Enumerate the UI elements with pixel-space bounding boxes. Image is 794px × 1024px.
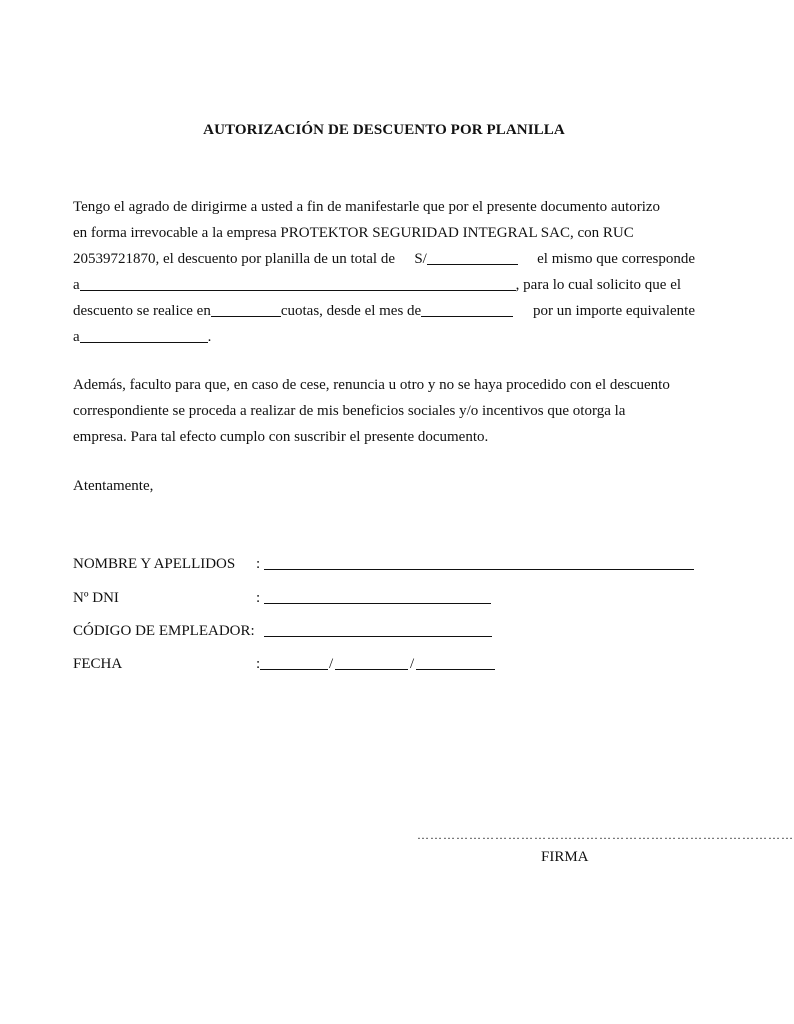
p1-l3-text-c: el mismo que corresponde: [537, 251, 695, 267]
p1-l4-group: [73, 274, 681, 296]
paragraph-2-line-3: [73, 426, 695, 448]
p1-l4-text-a: a: [73, 277, 80, 293]
p1-l5-group-a: [73, 300, 513, 322]
paragraph-1-line-4: [73, 274, 695, 296]
date-year-line[interactable]: [416, 669, 495, 670]
date-separator-1: /: [329, 656, 334, 672]
paragraph-1-line-5: [73, 300, 695, 322]
name-label: NOMBRE Y APELLIDOS: [73, 556, 236, 572]
dni-label: Nº DNI: [73, 590, 119, 606]
amount-blank[interactable]: [427, 249, 518, 265]
month-blank[interactable]: [421, 301, 513, 317]
p1-l3-text-a: 20539721870, el descuento por planilla de un total de: [73, 251, 396, 267]
signature-label: FIRMA: [541, 849, 589, 865]
date-day-line[interactable]: [260, 669, 328, 670]
dni-input-line[interactable]: [264, 603, 491, 604]
installments-blank[interactable]: [211, 301, 281, 317]
name-colon: :: [256, 556, 261, 572]
paragraph-2-line-1: [73, 374, 695, 396]
p2-l1-text: Además, faculto para que, en caso de cese, renuncia u otro y no se haya procedido con el descuento: [73, 377, 670, 393]
currency-label: S/: [414, 251, 427, 267]
paragraph-1-line-6: [73, 326, 695, 348]
p1-l5-text-a: descuento se realice en: [73, 303, 211, 319]
p1-l5-text-b: cuotas, desde el mes de: [280, 303, 422, 319]
p2-l2-text: correspondiente se proceda a realizar de mis beneficios sociales y/o incentivos que otorga la: [73, 403, 626, 419]
p1-l5-text-c: por un importe equivalente: [532, 303, 695, 319]
date-colon: :: [256, 656, 261, 672]
employee-code-label: CÓDIGO DE EMPLEADOR:: [73, 623, 255, 639]
paragraph-1-line-2: [73, 222, 695, 244]
p1-l2-text: en forma irrevocable a la empresa PROTEKTOR SEGURIDAD INTEGRAL SAC, con RUC: [73, 225, 634, 241]
p1-l4-text-b: , para lo cual solicito que el: [515, 277, 682, 293]
p1-l6-text-a: a: [73, 329, 80, 345]
date-separator-2: /: [410, 656, 415, 672]
paragraph-1-line-1: [73, 196, 695, 218]
p2-l3-text: empresa. Para tal efecto cumplo con suscribir el presente documento.: [73, 429, 489, 445]
name-input-line[interactable]: [264, 569, 694, 570]
p1-l6-text-b: .: [207, 329, 212, 345]
paragraph-2-line-2: [73, 400, 695, 422]
paragraph-1-line-3: [73, 248, 695, 270]
employee-code-input-line[interactable]: [264, 636, 492, 637]
equivalent-amount-blank[interactable]: [80, 327, 208, 343]
p1-l3-amount: [414, 248, 518, 270]
signature-line[interactable]: ……………………………………………………………………………: [417, 828, 794, 842]
date-month-line[interactable]: [335, 669, 408, 670]
dni-colon: :: [256, 590, 261, 606]
document-title: AUTORIZACIÓN DE DESCUENTO POR PLANILLA: [203, 122, 565, 138]
closing-text: Atentamente,: [73, 478, 154, 494]
p1-l1-text: Tengo el agrado de dirigirme a usted a fin de manifestarle que por el presente documento autorizo: [73, 199, 661, 215]
date-label: FECHA: [73, 656, 123, 672]
correspond-blank[interactable]: [80, 275, 516, 291]
